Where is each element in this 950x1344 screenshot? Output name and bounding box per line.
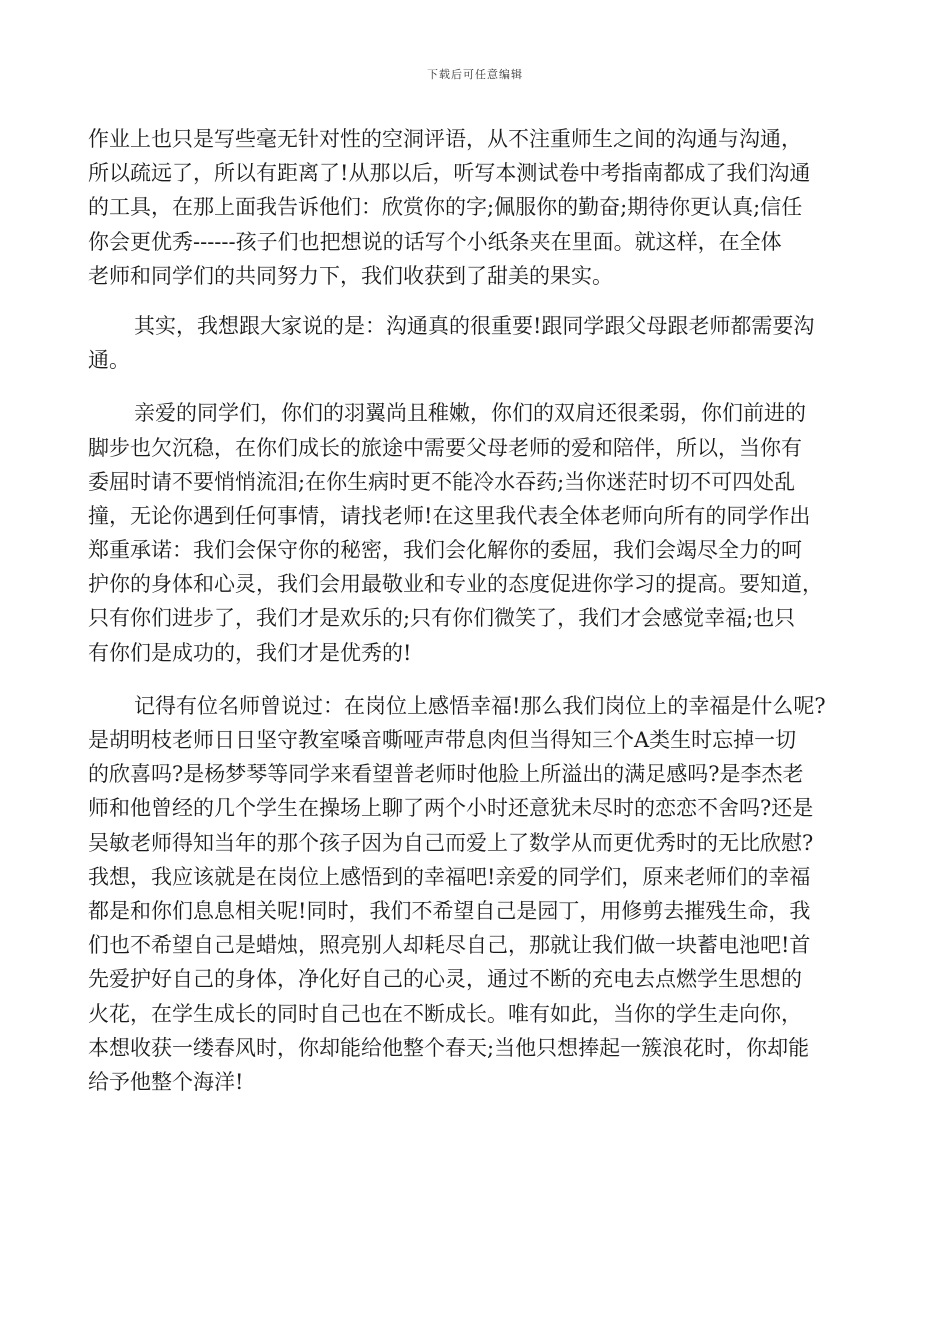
text-line: 是胡明枝老师日日坚守教室嗓音嘶哑声带息肉但当得知三个A类生时忘掉一切 — [88, 728, 797, 752]
text-line: 给予他整个海洋! — [88, 1069, 244, 1094]
text-line: 的工具，在那上面我告诉他们：欣赏你的字;佩服你的勤奋;期待你更认真;信任 — [88, 195, 803, 220]
text-line: 其实，我想跟大家说的是：沟通真的很重要!跟同学跟父母跟老师都需要沟 — [134, 313, 815, 338]
text-line: 我想，我应该就是在岗位上感悟到的幸福吧!亲爱的同学们，原来老师们的幸福 — [88, 864, 811, 889]
paragraph-3 — [88, 396, 878, 670]
paragraph-1 — [88, 122, 878, 293]
text-line: 所以疏远了，所以有距离了!从那以后，听写本测试卷中考指南都成了我们沟通 — [88, 161, 811, 186]
text-line: 脚步也欠沉稳，在你们成长的旅途中需要父母老师的爱和陪伴，所以，当你有 — [88, 435, 802, 460]
page-header: 下载后可任意编辑 — [427, 68, 523, 81]
text-line: 火花，在学生成长的同时自己也在不断成长。唯有如此，当你的学生走向你， — [88, 1001, 802, 1026]
text-line: 本想收获一缕春风时，你却能给他整个春天;当他只想捧起一簇浪花时，你却能 — [88, 1035, 810, 1060]
text-line: 作业上也只是写些毫无针对性的空洞评语，从不注重师生之间的沟通与沟通， — [88, 127, 802, 151]
text-line: 你会更优秀------孩子们也把想说的话写个小纸条夹在里面。就这样，在全体 — [88, 229, 782, 254]
paragraph-2 — [88, 309, 878, 377]
text-line: 通。 — [88, 348, 130, 373]
text-line: 委屈时请不要悄悄流泪;在你生病时更不能冷水吞药;当你迷茫时切不可四处乱 — [88, 469, 796, 494]
text-line: 护你的身体和心灵，我们会用最敬业和专业的态度促进你学习的提高。要知道， — [88, 572, 823, 597]
text-line: 记得有位名师曾说过：在岗位上感悟幸福!那么我们岗位上的幸福是什么呢? — [134, 693, 826, 718]
text-line: 亲爱的同学们，你们的羽翼尚且稚嫩，你们的双肩还很柔弱，你们前进的 — [134, 401, 806, 426]
text-line: 们也不希望自己是蜡烛，照亮别人却耗尽自己，那就让我们做一块蓄电池吧!首 — [88, 933, 811, 958]
text-line: 的欣喜吗?是杨梦琴等同学来看望普老师时他脸上所溢出的满足感吗?是李杰老 — [88, 762, 804, 787]
text-line: 老师和同学们的共同努力下，我们收获到了甜美的果实。 — [88, 263, 613, 288]
document-body — [88, 122, 878, 1099]
text-line: 撞，无论你遇到任何事情，请找老师!在这里我代表全体老师向所有的同学作出 — [88, 503, 811, 528]
text-line: 只有你们进步了，我们才是欢乐的;只有你们微笑了，我们才会感觉幸福;也只 — [88, 606, 796, 631]
paragraph-4 — [88, 689, 878, 1099]
text-line: 郑重承诺：我们会保守你的秘密，我们会化解你的委屈，我们会竭尽全力的呵 — [88, 538, 802, 563]
text-line: 师和他曾经的几个学生在操场上聊了两个小时还意犹未尽时的恋恋不舍吗?还是 — [88, 796, 814, 821]
text-line: 都是和你们息息相关呢!同时，我们不希望自己是园丁，用修剪去摧残生命，我 — [88, 898, 811, 923]
text-line: 先爱护好自己的身体，净化好自己的心灵，通过不断的充电去点燃学生思想的 — [88, 967, 802, 992]
text-line: 有你们是成功的，我们才是优秀的! — [88, 640, 412, 665]
text-line: 吴敏老师得知当年的那个孩子因为自己而爱上了数学从而更优秀时的无比欣慰? — [88, 830, 814, 855]
